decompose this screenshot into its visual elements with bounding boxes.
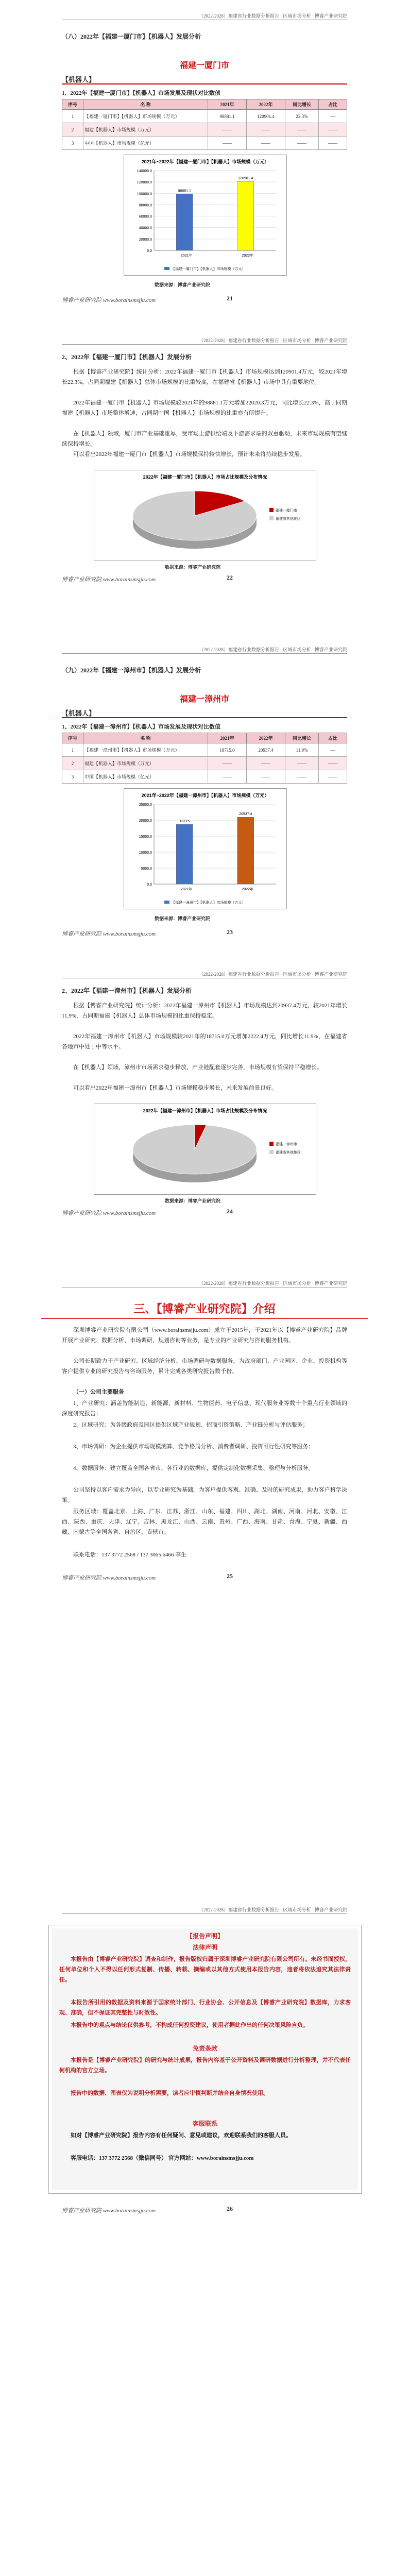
legend-swatch <box>164 267 169 270</box>
table-cell: 2 <box>62 757 83 770</box>
paragraph: 在【机器人】领域，漳州市市场需求稳步释放，产业链配套逐步完善，市场规模有望保持平稳增长。 <box>73 1064 322 1071</box>
table-cell: —— <box>208 757 247 770</box>
page-number: 26 <box>227 2205 233 2212</box>
paragraph: 服务区域：覆盖北京、上海、广东、江苏、浙江、山东、福建、四川、湖北、湖南、河南、河北、安徽、江西、陕西、重庆、天津、辽宁、吉林、黑龙江、山西、云南、贵州、广西、海南、甘肃、青海、宁夏、新疆、西藏、内蒙古等全国各省、自治区、直辖市。 <box>62 1509 347 1535</box>
table-cell: 11.9% <box>285 743 319 757</box>
data-label: 120901.4 <box>238 177 253 181</box>
pie-chart-xiamen <box>94 470 316 561</box>
col-header: 占比 <box>319 733 347 743</box>
footer-logo: 博睿产业研究院 www.borainsmsjju.com <box>62 297 156 303</box>
table-cell: —— <box>247 770 285 784</box>
legend-label: 【福建一厦门市】【机器人】市场规模（万元） <box>172 267 246 271</box>
header-text: （2022-2028）福建省行业数据分析报告 · 区域市场分析 · 博睿产业研究院 <box>199 338 347 343</box>
table-header-row <box>62 733 347 743</box>
declaration-paragraph: 本报告所引用的数据及资料来源于国家统计部门、行业协会、公开信息及【博睿产业研究院】数据库，力求客观、准确，但不保证其完整性与时效性。 <box>59 1999 351 2016</box>
legend-label: 福建省其他地区 <box>276 1151 301 1155</box>
chart-title: 2021年~2022年【福建一漳州市】【机器人】市场规模（万元） <box>141 793 269 798</box>
declaration-contact: 客服电话：137 3772 2568（微信同号） 官方网站：www.borainsmsjju.com <box>71 2155 254 2161</box>
x-tick-label: 2021年 <box>180 888 193 891</box>
col-header: 2021年 <box>208 733 247 743</box>
col-header: 序号 <box>62 733 83 743</box>
table-cell: 98881.1 <box>208 110 247 123</box>
table-cell: 2 <box>62 123 83 137</box>
legend-label: 福建一漳州市 <box>276 1143 297 1146</box>
table-cell: —— <box>319 137 347 150</box>
table-cell: 中国【机器人】市场规模（亿元） <box>83 137 208 150</box>
col-header: 名 称 <box>83 99 208 110</box>
table-cell: 福建【机器人】市场规模（万元） <box>83 123 208 137</box>
table-cell: —— <box>247 123 285 137</box>
page-number: 21 <box>227 295 233 302</box>
y-tick-label: 60000.0 <box>139 215 152 219</box>
footer-logo: 博睿产业研究院 www.borainsmsjju.com <box>62 577 156 583</box>
pie-chart-zhangzhou <box>94 1104 316 1195</box>
y-tick-label: 5000.0 <box>141 867 152 871</box>
y-tick-label: 10000.0 <box>139 851 152 855</box>
pie-chart-svg <box>94 470 316 561</box>
table-cell: 1 <box>62 743 83 757</box>
header-text: （2022-2028）福建省行业数据分析报告 · 区域市场分析 · 博睿产业研究院 <box>199 13 347 19</box>
paragraph: 在【机器人】领域，厦门市产业基础雄厚，受市场上游供给端及下游需求端的双重驱动，未来市场规模有望继续保持增长。 <box>62 431 347 447</box>
header-text: （2022-2028）福建省行业数据分析报告 · 区域市场分析 · 博睿产业研究院 <box>199 1281 347 1286</box>
table-cell: 福建【机器人】市场规模（万元） <box>83 757 208 770</box>
table-row <box>62 743 347 757</box>
section-heading: （八）2022年【福建一厦门市】【机器人】发展分析 <box>62 33 201 40</box>
page-header <box>62 337 347 345</box>
pie-chart-svg <box>94 1104 316 1194</box>
bar <box>237 817 254 884</box>
declaration-paragraph: 如对【博睿产业研究院】报告内容有任何疑问、意见或建议，欢迎联系我们的客服人员。 <box>71 2132 292 2139</box>
page-header <box>62 1280 347 1287</box>
paragraph: 可以看出2022年福建一厦门市【机器人】市场规模保持较快增长，预计未来将持续稳步发展。 <box>73 451 305 457</box>
table-header-row <box>62 99 347 110</box>
bar-chart-svg <box>124 155 286 275</box>
table-cell: 120901.4 <box>247 110 285 123</box>
table-cell: —— <box>247 137 285 150</box>
footer-logo: 博睿产业研究院 www.borainsmsjju.com <box>62 2208 156 2214</box>
header-text: （2022-2028）福建省行业数据分析报告 · 区域市场分析 · 博睿产业研究院 <box>199 972 347 977</box>
y-tick-label: 25000.0 <box>139 803 152 807</box>
legend-label: 【福建一漳州市】【机器人】市场规模（万元） <box>172 901 246 905</box>
table-row <box>62 137 347 150</box>
footer-logo: 博睿产业研究院 www.borainsmsjju.com <box>62 931 156 937</box>
data-label: 98881.1 <box>178 189 191 193</box>
chart-title: 2022年【福建一漳州市】【机器人】市场占比规模及分布情况 <box>143 1108 267 1113</box>
col-header: 2021年 <box>208 99 247 110</box>
page-number: 25 <box>227 1572 233 1580</box>
paragraph: 根据【博睿产业研究院】统计分析：2022年福建一厦门市【机器人】市场规模达到120901.4万元，较2021年增长22.3%，占同期福建【机器人】总体市场规模的比重较高，在福建省【机器人】市场中具有重要地位。 <box>62 369 347 385</box>
paragraph: 1、产业研究：涵盖智能制造、新能源、新材料、生物医药、电子信息、现代服务业等数十个重点行业领域的深度研究报告； <box>62 1400 347 1417</box>
region-title: 福建一厦门市 <box>179 61 229 70</box>
analysis-heading: 2、2022年【福建一厦门市】【机器人】发展分析 <box>62 353 192 361</box>
product-title: 【机器人】 <box>62 709 96 717</box>
legend-swatch <box>269 1150 274 1154</box>
about-rule <box>41 1318 368 1319</box>
table-cell: 22.3% <box>285 110 319 123</box>
y-tick-label: 140000.0 <box>137 170 152 173</box>
legend-label: 福建省其他地区 <box>276 517 301 521</box>
table-cell: 【福建一厦门市】【机器人】市场规模（万元） <box>83 110 208 123</box>
page-23 <box>0 634 409 1204</box>
y-tick-label: 20000.0 <box>139 819 152 823</box>
y-tick-label: 15000.0 <box>139 835 152 839</box>
paragraph: 根据【博睿产业研究院】统计分析：2022年福建一漳州市【机器人】市场规模达到20937.4万元，较2021年增长11.9%，占同期福建【机器人】总体市场规模的比重保持稳定。 <box>62 1003 347 1019</box>
header-text: （2022-2028）福建省行业数据分析报告 · 区域市场分析 · 博睿产业研究院 <box>199 1907 347 1912</box>
data-table <box>62 99 347 150</box>
bar-chart-svg <box>124 789 286 909</box>
table-row <box>62 110 347 123</box>
table-cell: 20937.4 <box>247 743 285 757</box>
product-title: 【机器人】 <box>62 76 96 83</box>
table-cell: —— <box>285 770 319 784</box>
page-footer <box>62 574 347 587</box>
bar <box>176 824 193 884</box>
footer-logo: 博睿产业研究院 www.borainsmsjju.com <box>62 1210 156 1216</box>
table-cell: 3 <box>62 137 83 150</box>
footer-logo: 博睿产业研究院 www.borainsmsjju.com <box>62 1575 156 1581</box>
data-table <box>62 733 347 784</box>
legend-label: 福建一厦门市 <box>276 509 297 513</box>
table-cell: 3 <box>62 770 83 784</box>
table-cell: — <box>319 110 347 123</box>
page-header <box>62 1906 347 1914</box>
legend-swatch <box>269 516 274 520</box>
col-header: 2022年 <box>247 99 285 110</box>
page-number: 22 <box>227 574 233 581</box>
table-row <box>62 123 347 137</box>
pie-slice <box>133 1125 257 1174</box>
col-header: 同比增长 <box>285 99 319 110</box>
col-header: 名 称 <box>83 733 208 743</box>
table-cell: —— <box>208 770 247 784</box>
legend-swatch <box>269 508 274 512</box>
bar-chart-zhangzhou <box>124 788 287 909</box>
y-tick-label: 40000.0 <box>139 226 152 230</box>
page-header <box>62 971 347 978</box>
paragraph: 公司坚持以客户需求为导向，以专业研究为基础，为客户提供客观、准确、及时的研究成果，助力客户科学决策。 <box>62 1487 347 1503</box>
page-footer <box>62 1208 347 1221</box>
paragraph: 2、区域研究：为各级政府及园区提供区域产业规划、招商引资策略、产业链分析与评估服务； <box>73 1422 309 1428</box>
page-footer <box>62 2205 347 2218</box>
region-title: 福建一漳州市 <box>179 695 229 704</box>
source-note: 数据来源：博睿产业研究院 <box>165 1198 221 1204</box>
chart-title: 2022年【福建一厦门市】【机器人】市场占比规模及分布情况 <box>143 474 267 480</box>
page-footer <box>62 928 347 942</box>
declaration-inner <box>52 1928 358 2190</box>
about-heading: 三、【博睿产业研究院】介绍 <box>133 1302 276 1315</box>
declaration-subtitle: 免责条款 <box>192 2045 217 2052</box>
table-cell: —— <box>319 123 347 137</box>
paragraph: 2022年福建一漳州市【机器人】市场规模较2021年的18715.0万元增加2222.4万元，同比增长11.9%，在福建省各地市中处于中等水平。 <box>62 1033 347 1050</box>
y-tick-label: 120000.0 <box>137 181 152 185</box>
table-cell: —— <box>285 757 319 770</box>
source-note: 数据来源：博睿产业研究院 <box>155 282 211 287</box>
table-cell: —— <box>247 757 285 770</box>
page-number: 23 <box>227 928 233 936</box>
declaration-paragraph: 报告中的数据、图表仅为说明分析需要，读者应审慎判断并结合自身情况使用。 <box>71 2090 269 2096</box>
table-cell: —— <box>285 123 319 137</box>
page-21 <box>0 0 409 570</box>
section-heading: （九）2022年【福建一漳州市】【机器人】发展分析 <box>62 667 201 674</box>
table-cell: —— <box>319 770 347 784</box>
bar <box>237 181 254 250</box>
table-cell: —— <box>208 123 247 137</box>
y-tick-label: 0.0 <box>147 883 152 887</box>
table-title: 1、2022年【福建一厦门市】【机器人】市场发展及现状对比数值 <box>62 90 220 96</box>
table-cell: —— <box>285 137 319 150</box>
col-header: 占比 <box>319 99 347 110</box>
paragraph: 4、数据服务：建立覆盖全国各省市、各行业的数据库，提供定制化数据采集、整理与分析服务。 <box>73 1465 314 1471</box>
bar-chart-xiamen <box>124 155 287 276</box>
table-cell: —— <box>319 757 347 770</box>
table-row <box>62 770 347 784</box>
y-tick-label: 0.0 <box>147 249 152 253</box>
table-cell: 【福建一漳州市】【机器人】市场规模（万元） <box>83 743 208 757</box>
paragraph: 深圳博睿产业研究院有限公司（www.borainsmsjju.com）成立于2015年，于2021年以【博睿产业研究院】品牌开展产业研究、数据分析、市场调研、规划咨询等业务，是专业的产业研究与咨询服务机构。 <box>62 1327 347 1344</box>
page-footer <box>62 1572 347 1586</box>
table-title: 1、2022年【福建一漳州市】【机器人】市场发展及现状对比数值 <box>62 724 220 730</box>
declaration-paragraph: 本报告中的观点与结论仅供参考，不构成任何投资建议，使用者据此作出的任何决策风险自负。 <box>71 2022 309 2028</box>
x-tick-label: 2021年 <box>180 254 193 258</box>
declaration-subtitle: 客服联系 <box>192 2120 217 2127</box>
declaration-paragraph: 本报告是【博睿产业研究院】的研究与统计成果，报告内容基于公开资料及调研数据进行分析整理，并不代表任何机构的官方立场。 <box>59 2057 351 2074</box>
subheading: （一）公司主要服务 <box>73 1389 124 1395</box>
y-tick-label: 20000.0 <box>139 238 152 242</box>
y-tick-label: 100000.0 <box>137 192 152 196</box>
title-rule <box>62 717 347 718</box>
chart-title: 2021年~2022年【福建一厦门市】【机器人】市场规模（万元） <box>141 159 269 164</box>
table-cell: 1 <box>62 110 83 123</box>
page-number: 24 <box>227 1208 233 1215</box>
paragraph: 公司长期致力于产业研究、区域经济分析、市场调研与数据服务，为政府部门、产业园区、企业、投资机构等客户提供专业的研究报告与咨询服务，累计完成各类研究报告数千份。 <box>62 1358 347 1375</box>
declaration-title: 【报告声明】 <box>186 1933 224 1940</box>
x-tick-label: 2022年 <box>242 888 254 891</box>
contact-line: 联系电话：137 3772 2568 / 137 3065 6466 李生 <box>73 1552 187 1558</box>
analysis-heading: 2、2022年【福建一漳州市】【机器人】发展分析 <box>62 987 192 994</box>
page-26 <box>0 1906 409 2576</box>
page-footer <box>62 295 347 308</box>
source-note: 数据来源：博睿产业研究院 <box>165 565 221 570</box>
col-header: 序号 <box>62 99 83 110</box>
col-header: 同比增长 <box>285 733 319 743</box>
page-25 <box>0 1267 409 1834</box>
paragraph: 3、市场调研：为企业提供市场规模测算、竞争格局分析、消费者调研、投资可行性研究等服务； <box>73 1444 314 1450</box>
col-header: 2022年 <box>247 733 285 743</box>
table-cell: — <box>319 743 347 757</box>
page-header <box>62 646 347 654</box>
declaration-paragraph: 本报告由【博睿产业研究院】调查和制作，报告版权归属于深圳博睿产业研究院有限公司所有。未经书面授权，任何单位和个人不得以任何形式复制、传播、转载、摘编或以其他方式使用本报告内容，违者将依法追究其法律责任。 <box>59 1956 351 1983</box>
declaration-subtitle: 法律声明 <box>192 1944 217 1951</box>
legend-swatch <box>164 901 169 904</box>
table-cell: 18715.0 <box>208 743 247 757</box>
paragraph: 2022年福建一厦门市【机器人】市场规模较2021年的98881.1万元增加22020.3万元，同比增长22.3%，高于同期福建【机器人】市场整体增速，占同期中国【机器人】市场规模的比重亦有所提升。 <box>62 400 347 416</box>
bar <box>176 194 193 250</box>
paragraph: 可以看出2022年福建一漳州市【机器人】市场规模稳步增长，未来发展前景良好。 <box>73 1085 277 1091</box>
legend-swatch <box>269 1142 274 1146</box>
data-label: 20937.4 <box>239 812 252 817</box>
table-cell: —— <box>208 137 247 150</box>
table-cell: 中国【机器人】市场规模（亿元） <box>83 770 208 784</box>
header-text: （2022-2028）福建省行业数据分析报告 · 区域市场分析 · 博睿产业研究院 <box>199 647 347 652</box>
table-row <box>62 757 347 770</box>
y-tick-label: 80000.0 <box>139 204 152 208</box>
data-label: 18715 <box>179 819 190 823</box>
declaration-box <box>48 1925 362 2194</box>
title-rule <box>62 83 347 84</box>
page-header <box>62 12 347 20</box>
source-note: 数据来源：博睿产业研究院 <box>155 916 211 921</box>
x-tick-label: 2022年 <box>242 254 254 258</box>
